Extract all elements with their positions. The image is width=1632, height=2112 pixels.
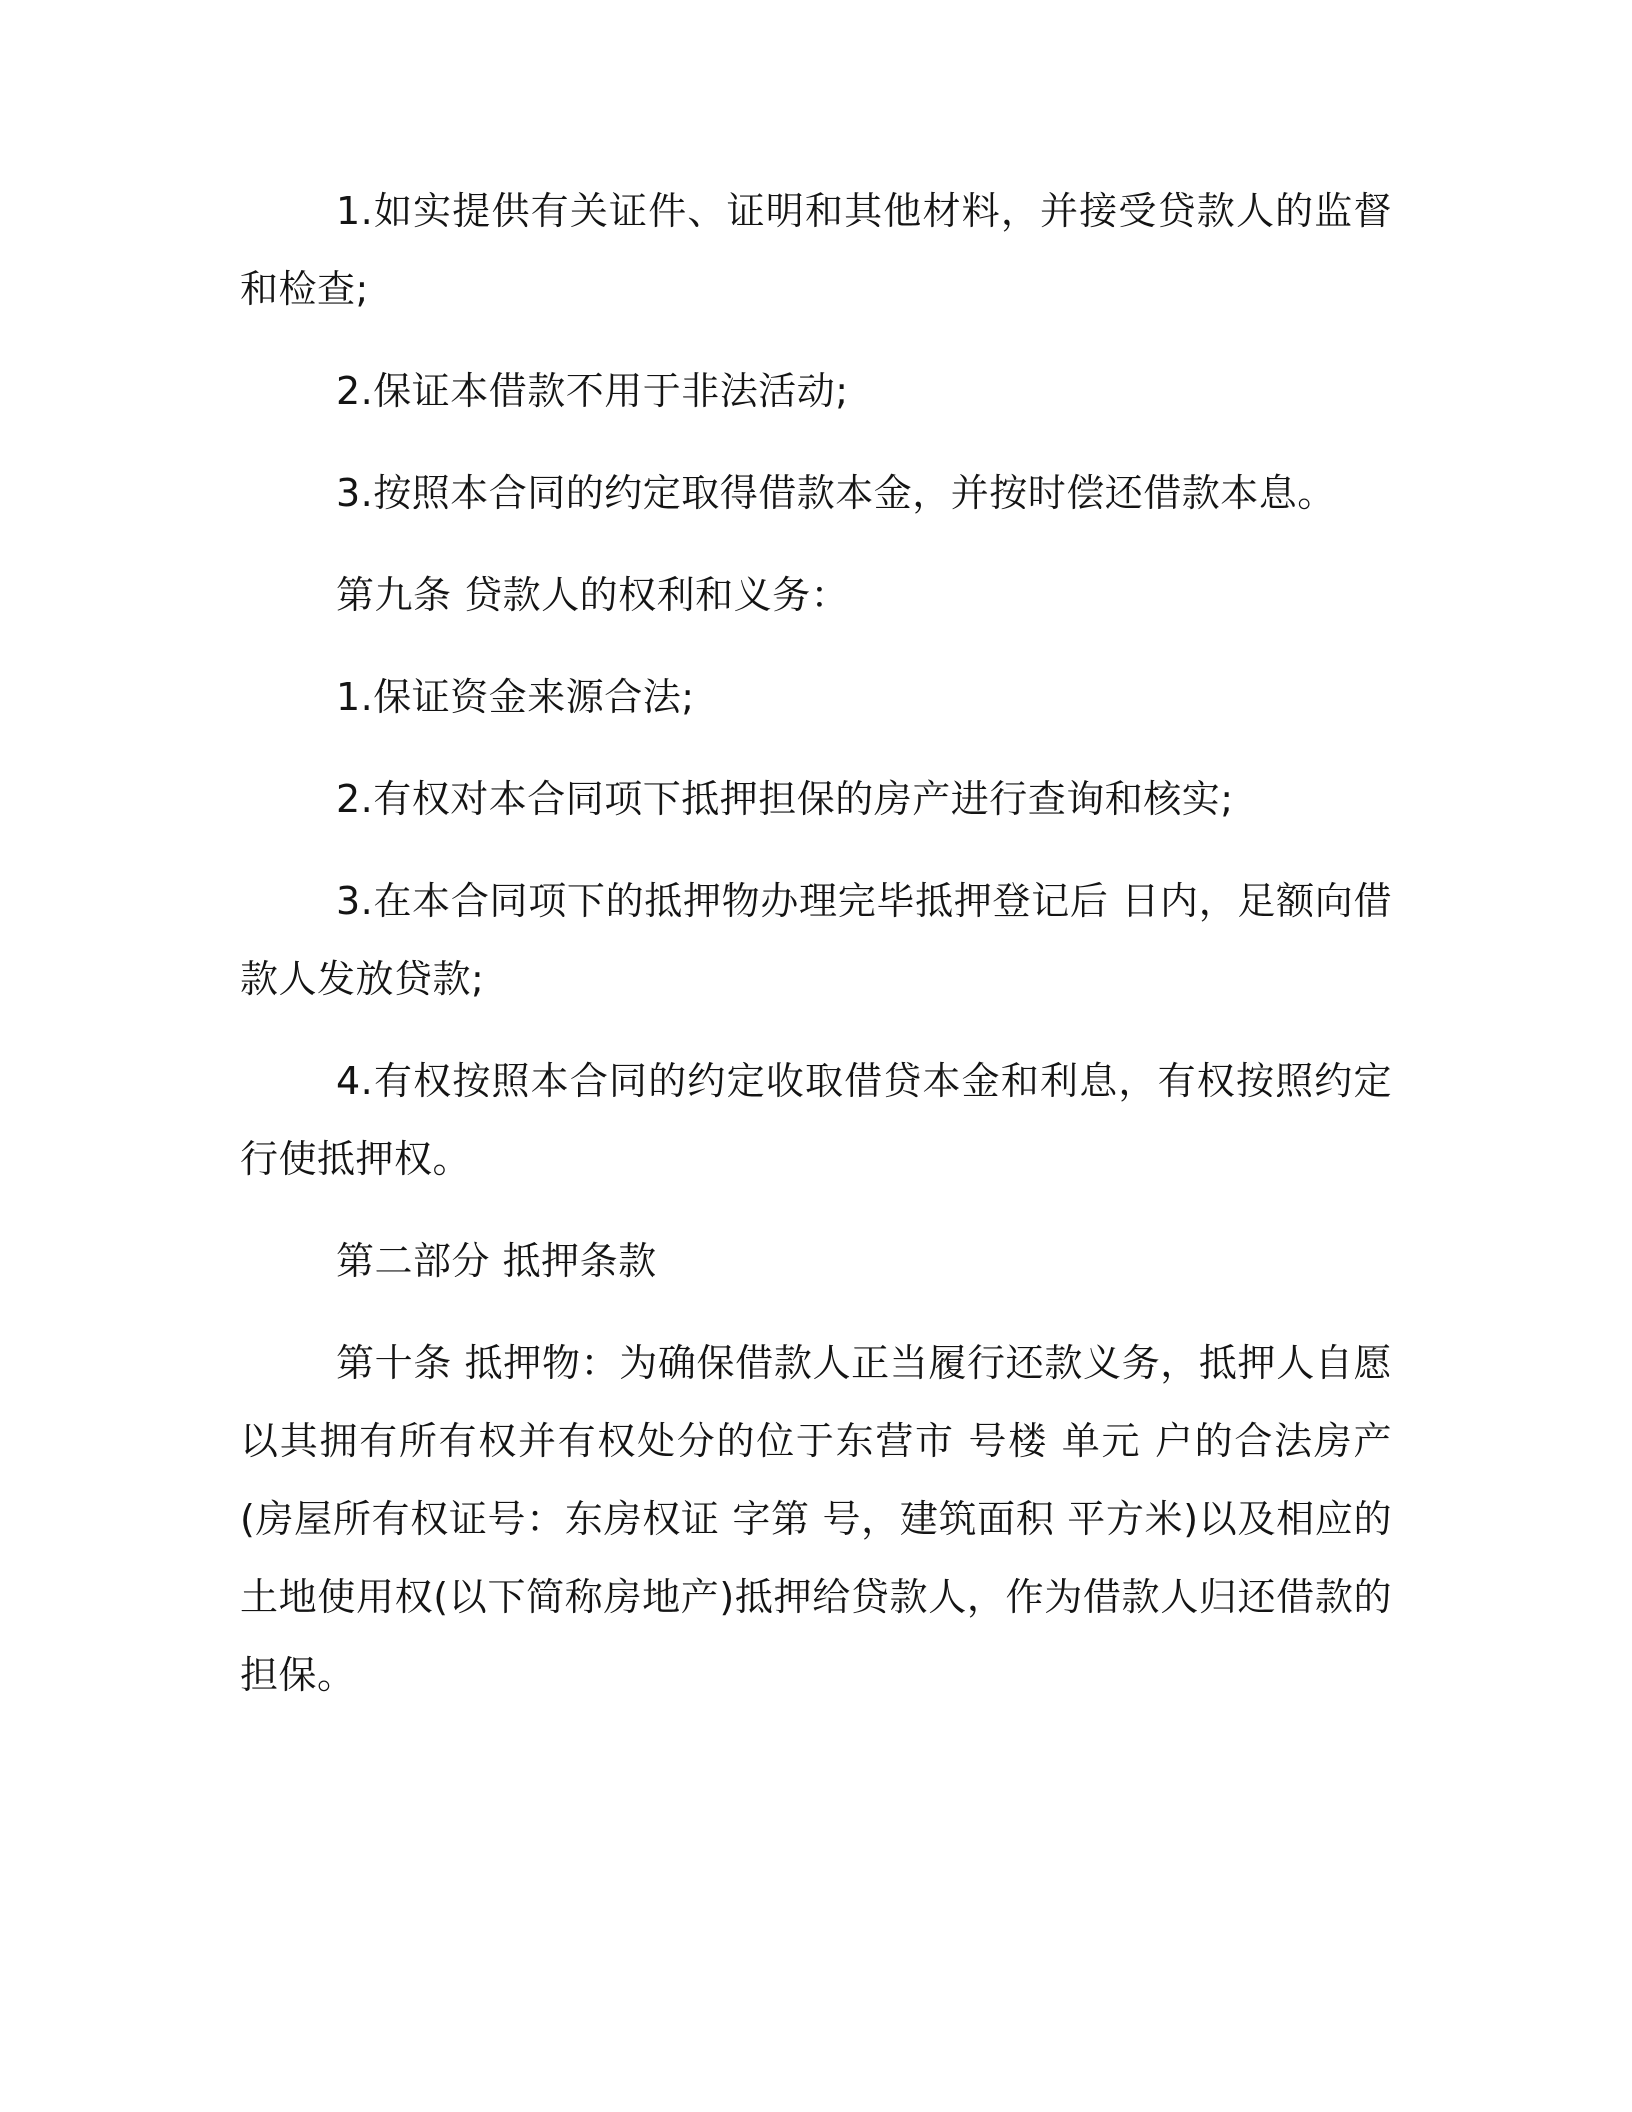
- paragraph-borrower-duty-2: 2.保证本借款不用于非法活动;: [336, 369, 849, 413]
- paragraph-lender-duty-4: 4.有权按照本合同的约定收取借贷本金和利息，有权按照约定行使抵押权。: [240, 1059, 1392, 1181]
- article-10-paragraph: 第十条 抵押物：为确保借款人正当履行还款义务，抵押人自愿以其拥有所有权并有权处分的位于东营市 号楼 单元 户的合法房产(房屋所有权证号：东房权证 字第 号，建筑面积 平方米)以及相应的土地使用权(以下简称房地产)抵押给贷款人，作为借款人归还借款的担保。: [240, 1341, 1392, 1697]
- document-body: [240, 172, 1392, 1738]
- paragraph-lender-duty-2: 2.有权对本合同项下抵押担保的房产进行查询和核实;: [336, 777, 1234, 821]
- part-2-heading: 第二部分 抵押条款: [336, 1239, 657, 1283]
- paragraph-lender-duty-3: 3.在本合同项下的抵押物办理完毕抵押登记后 日内，足额向借款人发放贷款;: [240, 879, 1392, 1001]
- paragraph-borrower-duty-3: 3.按照本合同的约定取得借款本金，并按时偿还借款本息。: [336, 471, 1336, 515]
- article-9-heading: 第九条 贷款人的权利和义务：: [336, 573, 850, 617]
- paragraph-lender-duty-1: 1.保证资金来源合法;: [336, 675, 695, 719]
- paragraph-borrower-duty-1: 1.如实提供有关证件、证明和其他材料，并接受贷款人的监督和检查;: [240, 189, 1392, 311]
